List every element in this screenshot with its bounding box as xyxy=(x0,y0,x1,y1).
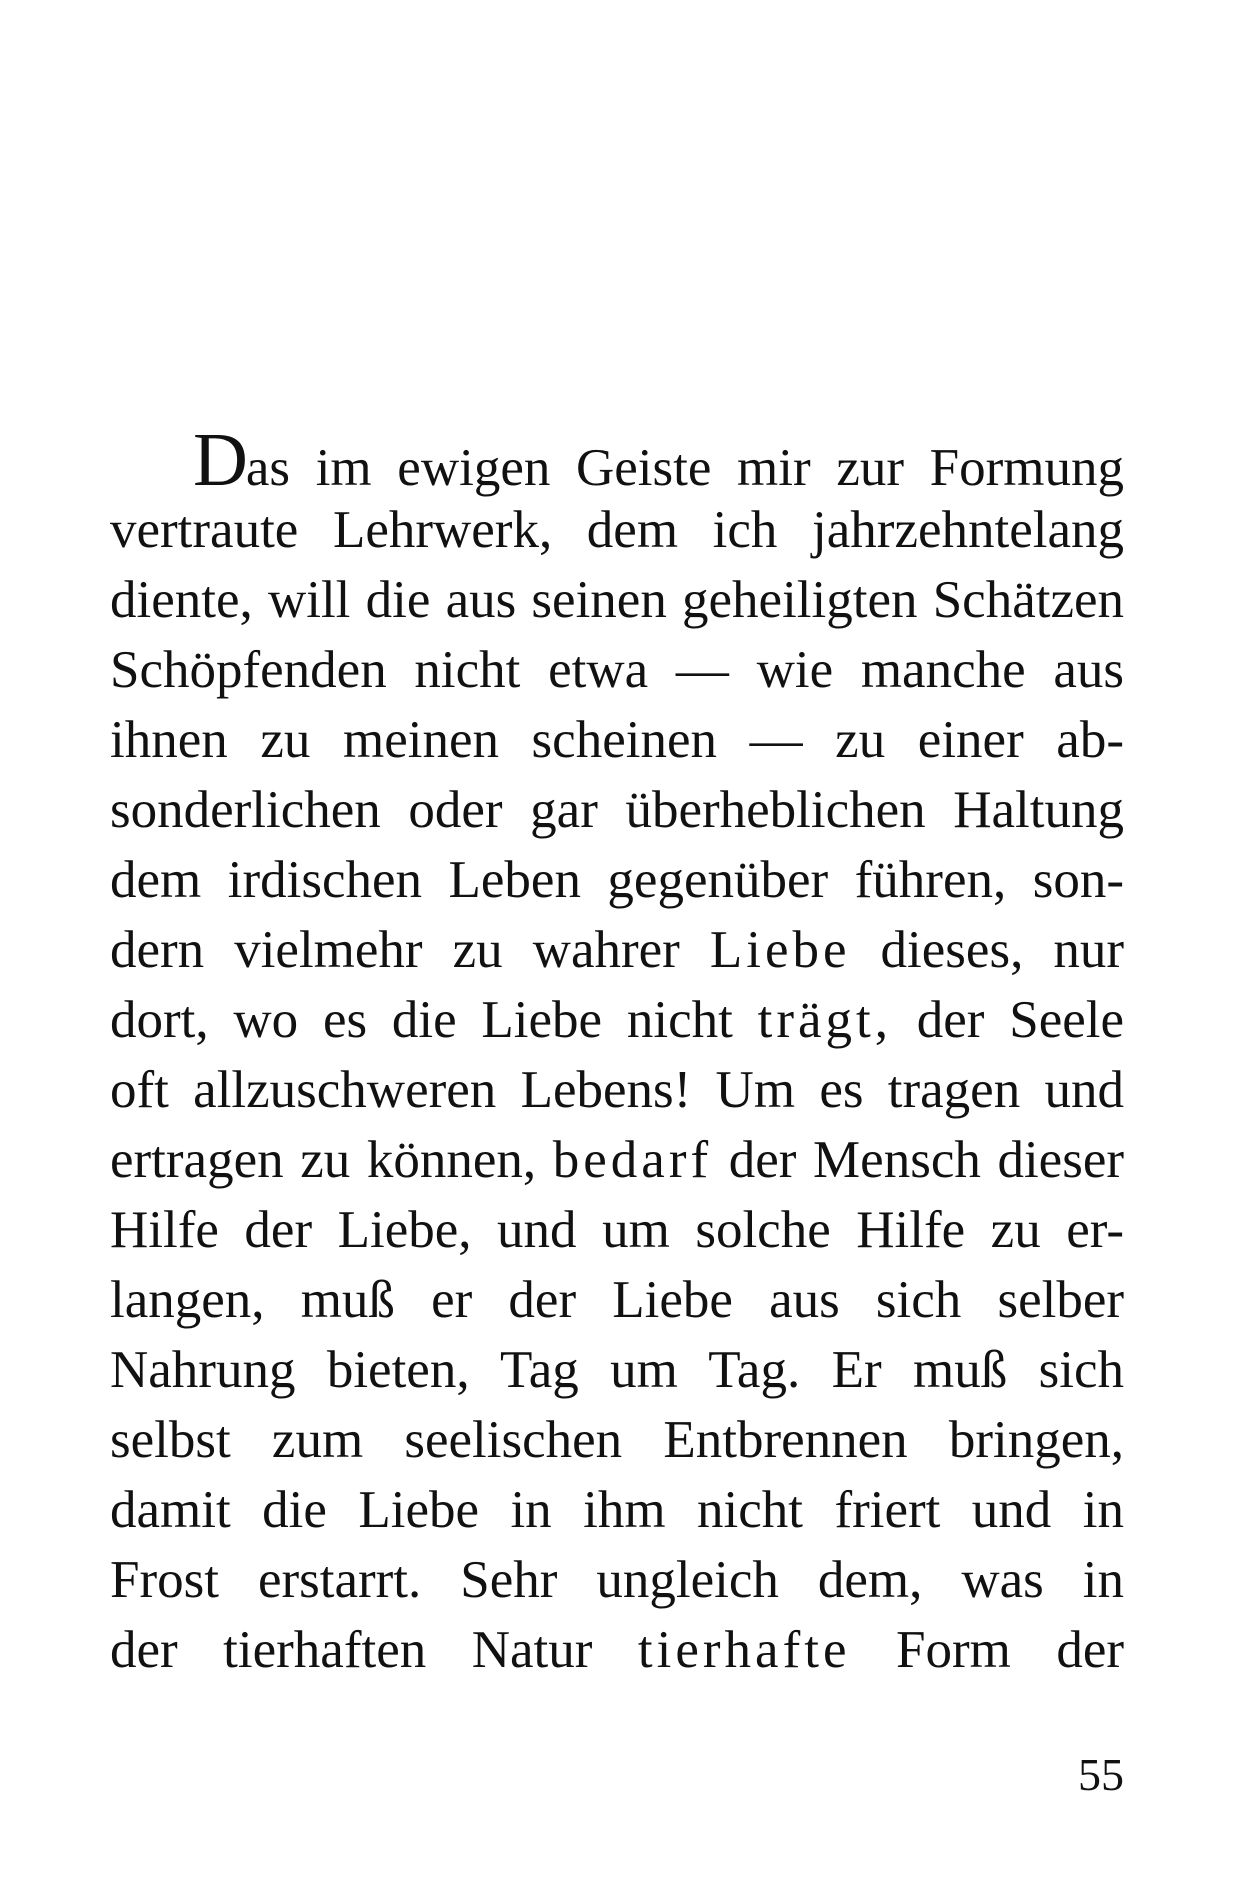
body-text xyxy=(110,418,1125,1685)
text-line-15: selbst zum seelischen Entbrennen bringen, xyxy=(110,1411,1124,1469)
text-line-7: dem irdischen Leben gegenüber führen, son- xyxy=(110,851,1124,909)
emphasized-word-traegt: trägt, xyxy=(757,991,892,1049)
text-line-3: diente, will die aus seinen geheiligten Schätzen xyxy=(110,571,1124,629)
text-line-6: sonderlichen oder gar überheblichen Haltung xyxy=(110,781,1124,839)
text-line-9 xyxy=(110,985,1124,1055)
text-line-14: Nahrung bieten, Tag um Tag. Er muß sich xyxy=(110,1341,1124,1399)
drop-initial: D xyxy=(193,418,246,502)
text-line-8-part-a: dern vielmehr zu wahrer xyxy=(110,921,680,979)
text-line-16: damit die Liebe in ihm nicht friert und in xyxy=(110,1481,1124,1539)
text-line-1-rest: as im ewigen Geiste mir zur Formung xyxy=(245,439,1124,497)
text-line-8 xyxy=(110,915,1124,985)
text-line-13: langen, muß er der Liebe aus sich selber xyxy=(110,1271,1124,1329)
text-line-8-part-c: dieses, nur xyxy=(880,921,1125,979)
text-line-18-part-c: Form der xyxy=(895,1621,1125,1679)
text-line-12: Hilfe der Liebe, und um solche Hilfe zu er- xyxy=(110,1201,1124,1259)
text-line-11-part-c: der Mensch dieser xyxy=(728,1131,1125,1189)
text-line-9-part-c: der Seele xyxy=(916,991,1124,1049)
text-line-4: Schöpfenden nicht etwa — wie manche aus xyxy=(110,641,1124,699)
text-line-11-part-a: ertragen zu können, xyxy=(110,1131,537,1189)
text-line-17: Frost erstarrt. Sehr ungleich dem, was in xyxy=(110,1551,1124,1609)
text-line-1 xyxy=(110,418,1124,502)
text-line-18 xyxy=(110,1615,1124,1685)
text-line-2: vertraute Lehrwerk, dem ich jahrzehntelang xyxy=(110,501,1124,559)
emphasized-word-bedarf: bedarf xyxy=(552,1131,713,1189)
page-number: 55 xyxy=(1078,1749,1124,1800)
emphasized-word-liebe: Liebe xyxy=(709,921,851,979)
emphasized-word-tierhafte: tierhafte xyxy=(637,1621,851,1679)
text-line-11 xyxy=(110,1125,1124,1195)
text-line-5: ihnen zu meinen scheinen — zu einer ab- xyxy=(110,711,1124,769)
text-line-18-part-a: der tierhaften Natur xyxy=(110,1621,593,1679)
text-line-10: oft allzuschweren Lebens! Um es tragen und xyxy=(110,1061,1124,1119)
text-line-9-part-a: dort, wo es die Liebe nicht xyxy=(110,991,733,1049)
